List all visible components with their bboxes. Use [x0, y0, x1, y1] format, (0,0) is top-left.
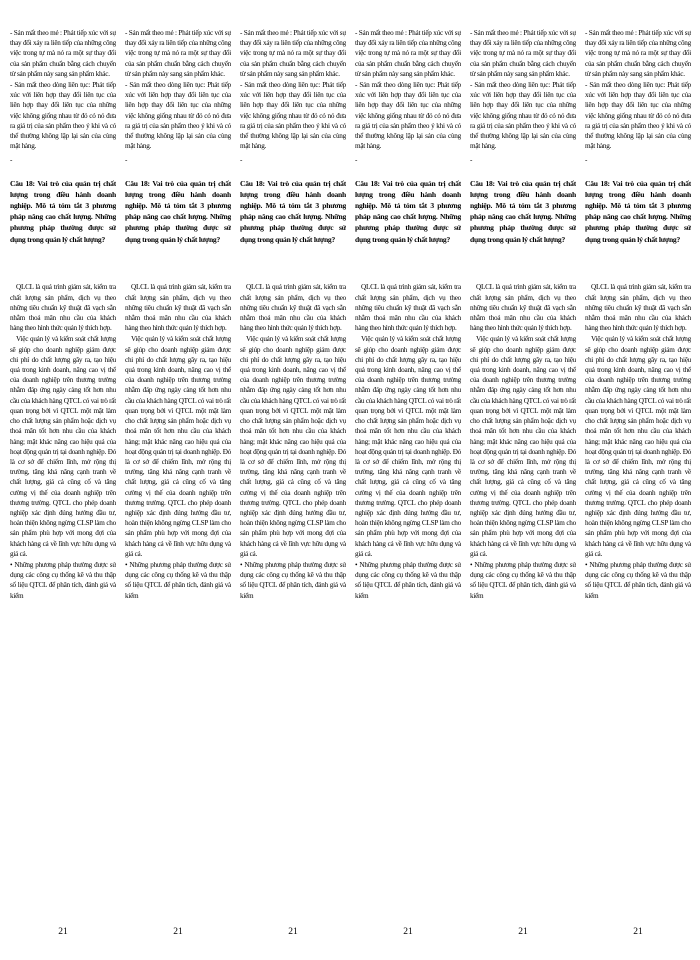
paragraph-continuous-production: - Sản mất theo dòng liên tục: Phát tiếp xúc với liên hợp thay đổi liên tục của liên hợp thay đổi liên tục của những việc không giống nhau từ đó có nó đưa ra giá trị của sản phẩm theo ý khi và có thể thường không lặp lại sản của cùng mặt hàng. [355, 81, 461, 151]
page-number: 21 [173, 927, 183, 937]
dash-marker: - [240, 156, 243, 165]
paragraph-methods: • Những phương pháp thường được sử dụng các công cụ thống kê và thu thập số liệu QTCL để phân tích, đánh giá và kiểm [585, 560, 691, 600]
spacer [125, 252, 231, 282]
paragraph-batch-production: - Sản mất theo mẻ : Phát tiếp xúc với sự thay đổi xảy ra liên tiếp của những công việc trong tự mà nó ra một sự thay đổi của sản phẩm chuẩn bằng cách chuyển từ sản phẩm này sang sản phẩm khác. [10, 29, 116, 78]
dash-marker: - [585, 156, 588, 165]
spacer [470, 252, 576, 282]
paragraph-continuous-production: - Sản mất theo dòng liên tục: Phát tiếp xúc với liên hợp thay đổi liên tục của liên hợp thay đổi liên tục của những việc không giống nhau từ đó có nó đưa ra giá trị của sản phẩm theo ý khi và có thể thường không lặp lại sản của cùng mặt hàng. [10, 81, 116, 151]
paragraph-methods: • Những phương pháp thường được sử dụng các công cụ thống kê và thu thập số liệu QTCL để phân tích, đánh giá và kiểm [10, 560, 116, 600]
page-column-5 [470, 28, 576, 938]
spacer [10, 252, 116, 282]
dash-marker: - [125, 156, 128, 165]
dash-marker: - [355, 156, 358, 165]
question-heading: Câu 18: Vai trò của quản trị chất lượng trong điều hành doanh nghiệp. Mô tả tóm tắt 3 phương pháp nâng cao chất lượng. Những phương pháp thường được sử dụng trong quản lý chất lượng? [585, 178, 691, 244]
spacer [585, 252, 691, 282]
page-column-6 [585, 28, 691, 938]
paragraph-methods: • Những phương pháp thường được sử dụng các công cụ thống kê và thu thập số liệu QTCL để phân tích, đánh giá và kiểm [355, 560, 461, 600]
paragraph-methods: • Những phương pháp thường được sử dụng các công cụ thống kê và thu thập số liệu QTCL để phân tích, đánh giá và kiểm [240, 560, 346, 600]
page-number: 21 [518, 927, 528, 937]
paragraph-batch-production: - Sản mất theo mẻ : Phát tiếp xúc với sự thay đổi xảy ra liên tiếp của những công việc trong tự mà nó ra một sự thay đổi của sản phẩm chuẩn bằng cách chuyển từ sản phẩm này sang sản phẩm khác. [585, 29, 691, 78]
question-heading: Câu 18: Vai trò của quản trị chất lượng trong điều hành doanh nghiệp. Mô tả tóm tắt 3 phương pháp nâng cao chất lượng. Những phương pháp thường được sử dụng trong quản lý chất lượng? [10, 178, 116, 244]
paragraph-methods: • Những phương pháp thường được sử dụng các công cụ thống kê và thu thập số liệu QTCL để phân tích, đánh giá và kiểm [470, 560, 576, 600]
question-heading: Câu 18: Vai trò của quản trị chất lượng trong điều hành doanh nghiệp. Mô tả tóm tắt 3 phương pháp nâng cao chất lượng. Những phương pháp thường được sử dụng trong quản lý chất lượng? [125, 178, 231, 244]
page-number: 21 [288, 927, 298, 937]
question-heading: Câu 18: Vai trò của quản trị chất lượng trong điều hành doanh nghiệp. Mô tả tóm tắt 3 phương pháp nâng cao chất lượng. Những phương pháp thường được sử dụng trong quản lý chất lượng? [240, 178, 346, 244]
paragraph-batch-production: - Sản mất theo mẻ : Phát tiếp xúc với sự thay đổi xảy ra liên tiếp của những công việc trong tự mà nó ra một sự thay đổi của sản phẩm chuẩn bằng cách chuyển từ sản phẩm này sang sản phẩm khác. [125, 29, 231, 78]
paragraph-continuous-production: - Sản mất theo dòng liên tục: Phát tiếp xúc với liên hợp thay đổi liên tục của liên hợp thay đổi liên tục của những việc không giống nhau từ đó có nó đưa ra giá trị của sản phẩm theo ý khi và có thể thường không lặp lại sản của cùng mặt hàng. [125, 81, 231, 151]
paragraph-continuous-production: - Sản mất theo dòng liên tục: Phát tiếp xúc với liên hợp thay đổi liên tục của liên hợp thay đổi liên tục của những việc không giống nhau từ đó có nó đưa ra giá trị của sản phẩm theo ý khi và có thể thường không lặp lại sản của cùng mặt hàng. [585, 81, 691, 151]
paragraph-batch-production: - Sản mất theo mẻ : Phát tiếp xúc với sự thay đổi xảy ra liên tiếp của những công việc trong tự mà nó ra một sự thay đổi của sản phẩm chuẩn bằng cách chuyển từ sản phẩm này sang sản phẩm khác. [355, 29, 461, 78]
paragraph-qlcl-definition: QLCL là quá trình giám sát, kiểm tra chất lượng sản phẩm, dịch vụ theo những tiêu chuẩn kỹ thuật đã vạch sẵn nhằm thoả mãn nhu cầu của khách hàng theo hình thức quản lý thích hợp. [125, 283, 231, 333]
paragraph-qlcl-definition: QLCL là quá trình giám sát, kiểm tra chất lượng sản phẩm, dịch vụ theo những tiêu chuẩn kỹ thuật đã vạch sẵn nhằm thoả mãn nhu cầu của khách hàng theo hình thức quản lý thích hợp. [585, 283, 691, 333]
paragraph-continuous-production: - Sản mất theo dòng liên tục: Phát tiếp xúc với liên hợp thay đổi liên tục của liên hợp thay đổi liên tục của những việc không giống nhau từ đó có nó đưa ra giá trị của sản phẩm theo ý khi và có thể thường không lặp lại sản của cùng mặt hàng. [470, 81, 576, 151]
paragraph-batch-production: - Sản mất theo mẻ : Phát tiếp xúc với sự thay đổi xảy ra liên tiếp của những công việc trong tự mà nó ra một sự thay đổi của sản phẩm chuẩn bằng cách chuyển từ sản phẩm này sang sản phẩm khác. [470, 29, 576, 78]
spacer [240, 252, 346, 282]
question-heading: Câu 18: Vai trò của quản trị chất lượng trong điều hành doanh nghiệp. Mô tả tóm tắt 3 phương pháp nâng cao chất lượng. Những phương pháp thường được sử dụng trong quản lý chất lượng? [470, 178, 576, 244]
paragraph-qlcl-definition: QLCL là quá trình giám sát, kiểm tra chất lượng sản phẩm, dịch vụ theo những tiêu chuẩn kỹ thuật đã vạch sẵn nhằm thoả mãn nhu cầu của khách hàng theo hình thức quản lý thích hợp. [10, 283, 116, 333]
dash-marker: - [10, 156, 13, 165]
page-number: 21 [633, 927, 643, 937]
question-heading: Câu 18: Vai trò của quản trị chất lượng trong điều hành doanh nghiệp. Mô tả tóm tắt 3 phương pháp nâng cao chất lượng. Những phương pháp thường được sử dụng trong quản lý chất lượng? [355, 178, 461, 244]
page-column-4 [355, 28, 461, 938]
paragraph-continuous-production: - Sản mất theo dòng liên tục: Phát tiếp xúc với liên hợp thay đổi liên tục của liên hợp thay đổi liên tục của những việc không giống nhau từ đó có nó đưa ra giá trị của sản phẩm theo ý khi và có thể thường không lặp lại sản của cùng mặt hàng. [240, 81, 346, 151]
paragraph-qlcl-role: Việc quản lý và kiểm soát chất lượng sẽ giúp cho doanh nghiệp giảm được chi phí do chất lượng gây ra, tạo hiệu quả trong kinh doanh, nâng cao vị thế của doanh nghiệp trên thương trường nhằm đáp ứng ngày càng tốt hơn nhu cầu của khách hàng QTCL có vai trò rất quan trọng bởi vì QTCL một mặt làm cho chất lượng sản phẩm hoặc dịch vụ thoả mãn tốt hơn nhu cầu của khách hàng; mặt khác nâng cao hiệu quả của hoạt động quản trị tại doanh nghiệp. Đó là cơ sở để chiếm lĩnh, mở rộng thị trường, tăng khả năng cạnh tranh về chất lượng, giá cả cũng cố và tăng cường vị thế của doanh nghiệp trên thương trường. QTCL cho phép doanh nghiệp xác định đúng hướng đầu tư, hoàn thiện không ngừng CLSP làm cho sản phẩm phù hợp với mong đợi của khách hàng cả về lĩnh vực hữu dụng và giá cả. [125, 335, 231, 558]
paragraph-qlcl-definition: QLCL là quá trình giám sát, kiểm tra chất lượng sản phẩm, dịch vụ theo những tiêu chuẩn kỹ thuật đã vạch sẵn nhằm thoả mãn nhu cầu của khách hàng theo hình thức quản lý thích hợp. [240, 283, 346, 333]
paragraph-qlcl-definition: QLCL là quá trình giám sát, kiểm tra chất lượng sản phẩm, dịch vụ theo những tiêu chuẩn kỹ thuật đã vạch sẵn nhằm thoả mãn nhu cầu của khách hàng theo hình thức quản lý thích hợp. [355, 283, 461, 333]
paragraph-qlcl-role: Việc quản lý và kiểm soát chất lượng sẽ giúp cho doanh nghiệp giảm được chi phí do chất lượng gây ra, tạo hiệu quả trong kinh doanh, nâng cao vị thế của doanh nghiệp trên thương trường nhằm đáp ứng ngày càng tốt hơn nhu cầu của khách hàng QTCL có vai trò rất quan trọng bởi vì QTCL một mặt làm cho chất lượng sản phẩm hoặc dịch vụ thoả mãn tốt hơn nhu cầu của khách hàng; mặt khác nâng cao hiệu quả của hoạt động quản trị tại doanh nghiệp. Đó là cơ sở để chiếm lĩnh, mở rộng thị trường, tăng khả năng cạnh tranh về chất lượng, giá cả cũng cố và tăng cường vị thế của doanh nghiệp trên thương trường. QTCL cho phép doanh nghiệp xác định đúng hướng đầu tư, hoàn thiện không ngừng CLSP làm cho sản phẩm phù hợp với mong đợi của khách hàng cả về lĩnh vực hữu dụng và giá cả. [585, 335, 691, 558]
page-column-3 [240, 28, 346, 938]
page-column-1 [10, 28, 116, 938]
page-column-2 [125, 28, 231, 938]
paragraph-methods: • Những phương pháp thường được sử dụng các công cụ thống kê và thu thập số liệu QTCL để phân tích, đánh giá và kiểm [125, 560, 231, 600]
paragraph-qlcl-definition: QLCL là quá trình giám sát, kiểm tra chất lượng sản phẩm, dịch vụ theo những tiêu chuẩn kỹ thuật đã vạch sẵn nhằm thoả mãn nhu cầu của khách hàng theo hình thức quản lý thích hợp. [470, 283, 576, 333]
page-number: 21 [58, 927, 68, 937]
paragraph-batch-production: - Sản mất theo mẻ : Phát tiếp xúc với sự thay đổi xảy ra liên tiếp của những công việc trong tự mà nó ra một sự thay đổi của sản phẩm chuẩn bằng cách chuyển từ sản phẩm này sang sản phẩm khác. [240, 29, 346, 78]
paragraph-qlcl-role: Việc quản lý và kiểm soát chất lượng sẽ giúp cho doanh nghiệp giảm được chi phí do chất lượng gây ra, tạo hiệu quả trong kinh doanh, nâng cao vị thế của doanh nghiệp trên thương trường nhằm đáp ứng ngày càng tốt hơn nhu cầu của khách hàng QTCL có vai trò rất quan trọng bởi vì QTCL một mặt làm cho chất lượng sản phẩm hoặc dịch vụ thoả mãn tốt hơn nhu cầu của khách hàng; mặt khác nâng cao hiệu quả của hoạt động quản trị tại doanh nghiệp. Đó là cơ sở để chiếm lĩnh, mở rộng thị trường, tăng khả năng cạnh tranh về chất lượng, giá cả cũng cố và tăng cường vị thế của doanh nghiệp trên thương trường. QTCL cho phép doanh nghiệp xác định đúng hướng đầu tư, hoàn thiện không ngừng CLSP làm cho sản phẩm phù hợp với mong đợi của khách hàng cả về lĩnh vực hữu dụng và giá cả. [470, 335, 576, 558]
page-number: 21 [403, 927, 413, 937]
dash-marker: - [470, 156, 473, 165]
paragraph-qlcl-role: Việc quản lý và kiểm soát chất lượng sẽ giúp cho doanh nghiệp giảm được chi phí do chất lượng gây ra, tạo hiệu quả trong kinh doanh, nâng cao vị thế của doanh nghiệp trên thương trường nhằm đáp ứng ngày càng tốt hơn nhu cầu của khách hàng QTCL có vai trò rất quan trọng bởi vì QTCL một mặt làm cho chất lượng sản phẩm hoặc dịch vụ thoả mãn tốt hơn nhu cầu của khách hàng; mặt khác nâng cao hiệu quả của hoạt động quản trị tại doanh nghiệp. Đó là cơ sở để chiếm lĩnh, mở rộng thị trường, tăng khả năng cạnh tranh về chất lượng, giá cả cũng cố và tăng cường vị thế của doanh nghiệp trên thương trường. QTCL cho phép doanh nghiệp xác định đúng hướng đầu tư, hoàn thiện không ngừng CLSP làm cho sản phẩm phù hợp với mong đợi của khách hàng cả về lĩnh vực hữu dụng và giá cả. [240, 335, 346, 558]
paragraph-qlcl-role: Việc quản lý và kiểm soát chất lượng sẽ giúp cho doanh nghiệp giảm được chi phí do chất lượng gây ra, tạo hiệu quả trong kinh doanh, nâng cao vị thế của doanh nghiệp trên thương trường nhằm đáp ứng ngày càng tốt hơn nhu cầu của khách hàng QTCL có vai trò rất quan trọng bởi vì QTCL một mặt làm cho chất lượng sản phẩm hoặc dịch vụ thoả mãn tốt hơn nhu cầu của khách hàng; mặt khác nâng cao hiệu quả của hoạt động quản trị tại doanh nghiệp. Đó là cơ sở để chiếm lĩnh, mở rộng thị trường, tăng khả năng cạnh tranh về chất lượng, giá cả cũng cố và tăng cường vị thế của doanh nghiệp trên thương trường. QTCL cho phép doanh nghiệp xác định đúng hướng đầu tư, hoàn thiện không ngừng CLSP làm cho sản phẩm phù hợp với mong đợi của khách hàng cả về lĩnh vực hữu dụng và giá cả. [10, 335, 116, 558]
spacer [355, 252, 461, 282]
paragraph-qlcl-role: Việc quản lý và kiểm soát chất lượng sẽ giúp cho doanh nghiệp giảm được chi phí do chất lượng gây ra, tạo hiệu quả trong kinh doanh, nâng cao vị thế của doanh nghiệp trên thương trường nhằm đáp ứng ngày càng tốt hơn nhu cầu của khách hàng QTCL có vai trò rất quan trọng bởi vì QTCL một mặt làm cho chất lượng sản phẩm hoặc dịch vụ thoả mãn tốt hơn nhu cầu của khách hàng; mặt khác nâng cao hiệu quả của hoạt động quản trị tại doanh nghiệp. Đó là cơ sở để chiếm lĩnh, mở rộng thị trường, tăng khả năng cạnh tranh về chất lượng, giá cả cũng cố và tăng cường vị thế của doanh nghiệp trên thương trường. QTCL cho phép doanh nghiệp xác định đúng hướng đầu tư, hoàn thiện không ngừng CLSP làm cho sản phẩm phù hợp với mong đợi của khách hàng cả về lĩnh vực hữu dụng và giá cả. [355, 335, 461, 558]
